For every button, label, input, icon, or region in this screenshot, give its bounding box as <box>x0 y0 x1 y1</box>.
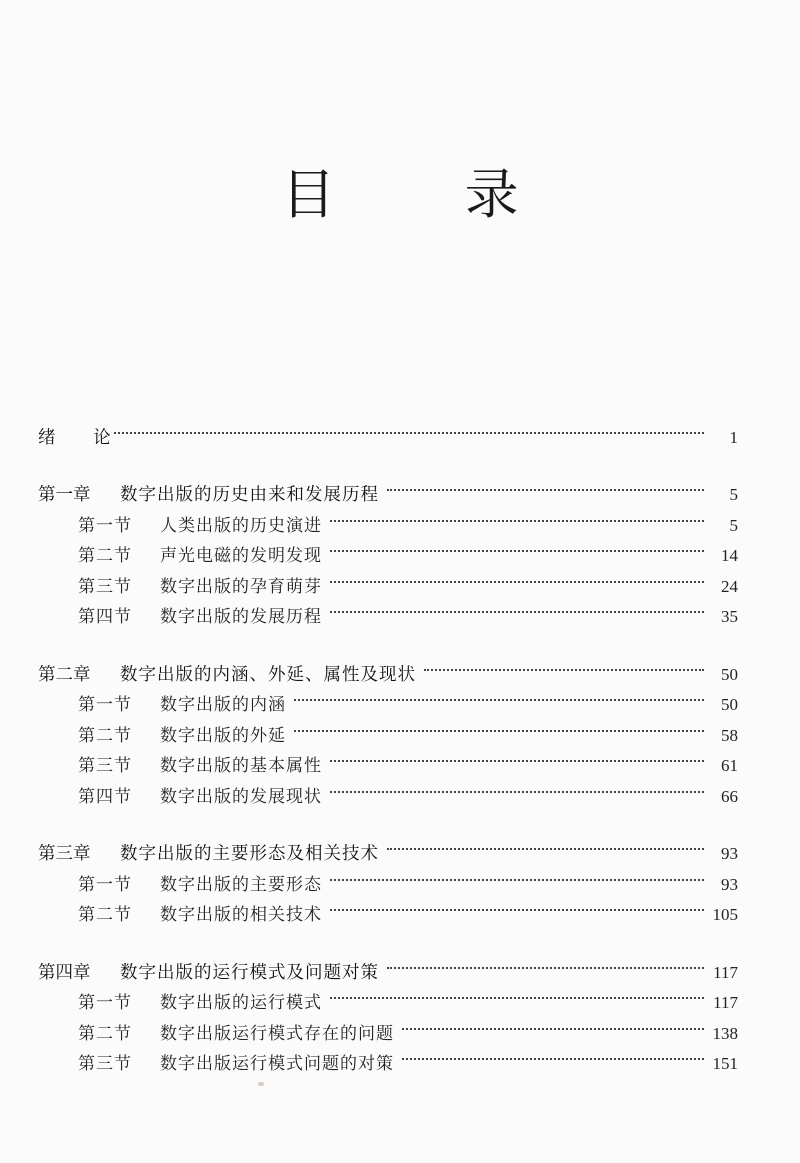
section-title: 声光电磁的发明发现 <box>160 546 322 566</box>
section-number: 第二节 <box>78 905 132 925</box>
section-title: 数字出版的发展现状 <box>160 786 322 807</box>
section-title: 数字出版的基本属性 <box>160 756 322 776</box>
section-number: 第一节 <box>78 874 132 895</box>
toc-entry-intro[interactable] <box>38 412 738 448</box>
page-number: 61 <box>721 756 738 775</box>
dot-leader <box>402 1008 704 1039</box>
dot-leader <box>330 771 704 802</box>
toc-entry-chapter[interactable] <box>38 470 738 505</box>
dot-leader <box>387 470 704 501</box>
toc-chapter-4 <box>38 947 738 1074</box>
dot-leader <box>114 412 704 443</box>
section-title: 数字出版的主要形态 <box>160 874 322 895</box>
page-number: 151 <box>712 1054 738 1073</box>
dot-leader <box>387 947 704 978</box>
section-number: 第四节 <box>78 786 132 807</box>
dot-leader <box>294 710 704 741</box>
dot-leader <box>330 561 704 592</box>
toc-chapter-2 <box>38 649 738 807</box>
chapter-title: 数字出版的内涵、外延、属性及现状 <box>120 664 416 685</box>
entry-label: 绪 论 <box>38 427 127 448</box>
section-title: 数字出版的内涵 <box>160 695 286 715</box>
dot-leader <box>330 890 704 921</box>
chapter-number: 第一章 <box>38 485 91 505</box>
section-number: 第二节 <box>78 725 132 746</box>
section-number: 第三节 <box>78 1054 132 1074</box>
dot-leader <box>387 829 704 860</box>
page-title: 目 录 <box>281 163 575 226</box>
section-number: 第三节 <box>78 756 132 776</box>
section-number: 第四节 <box>78 607 132 627</box>
chapter-number: 第三章 <box>38 844 91 864</box>
dot-leader <box>330 978 704 1009</box>
page-number: 50 <box>721 664 738 684</box>
section-title: 数字出版的运行模式 <box>160 993 322 1013</box>
section-title: 数字出版运行模式存在的问题 <box>160 1023 394 1044</box>
dot-leader <box>330 859 704 890</box>
chapter-number: 第四章 <box>38 962 91 983</box>
page-number: 50 <box>721 695 738 714</box>
page-number: 117 <box>713 993 738 1012</box>
chapter-title: 数字出版的主要形态及相关技术 <box>120 844 379 864</box>
section-number: 第二节 <box>78 546 132 566</box>
toc-intro-group <box>38 412 738 448</box>
section-number: 第一节 <box>78 993 132 1013</box>
dot-leader <box>330 531 704 562</box>
table-of-contents <box>38 412 738 1074</box>
page-number: 1 <box>729 427 738 447</box>
section-title: 数字出版的相关技术 <box>160 905 322 925</box>
page-number: 35 <box>721 607 738 626</box>
dot-leader <box>330 592 704 623</box>
section-number: 第一节 <box>78 515 132 536</box>
chapter-title: 数字出版的运行模式及问题对策 <box>120 962 379 983</box>
dot-leader <box>294 680 704 711</box>
dot-leader <box>330 741 704 772</box>
section-number: 第一节 <box>78 695 132 715</box>
chapter-number: 第二章 <box>38 664 91 685</box>
page-number: 66 <box>721 786 738 806</box>
page-number: 117 <box>713 962 738 982</box>
toc-chapter-1 <box>38 470 738 627</box>
section-title: 数字出版的发展历程 <box>160 607 322 627</box>
toc-entry-chapter[interactable] <box>38 947 738 983</box>
section-number: 第二节 <box>78 1023 132 1044</box>
toc-entry-chapter[interactable] <box>38 829 738 864</box>
dot-leader <box>424 649 704 680</box>
chapter-title: 数字出版的历史由来和发展历程 <box>120 485 379 505</box>
section-title: 数字出版的孕育萌芽 <box>160 576 322 597</box>
section-title: 数字出版运行模式问题的对策 <box>160 1054 394 1074</box>
page-number: 58 <box>721 725 738 745</box>
page-number: 93 <box>721 844 738 863</box>
section-number: 第三节 <box>78 576 132 597</box>
dot-leader <box>330 500 704 531</box>
toc-entry-chapter[interactable] <box>38 649 738 685</box>
page-number: 105 <box>712 905 738 924</box>
dot-leader <box>402 1039 704 1070</box>
paper-smudge <box>258 1082 264 1086</box>
page-number: 93 <box>721 874 738 894</box>
section-title: 人类出版的历史演进 <box>160 515 322 536</box>
page-number: 5 <box>729 485 738 504</box>
page-number: 5 <box>729 515 738 535</box>
page-number: 14 <box>721 546 738 565</box>
page-number: 24 <box>721 576 738 596</box>
section-title: 数字出版的外延 <box>160 725 286 746</box>
toc-chapter-3 <box>38 829 738 925</box>
page-number: 138 <box>712 1023 738 1043</box>
